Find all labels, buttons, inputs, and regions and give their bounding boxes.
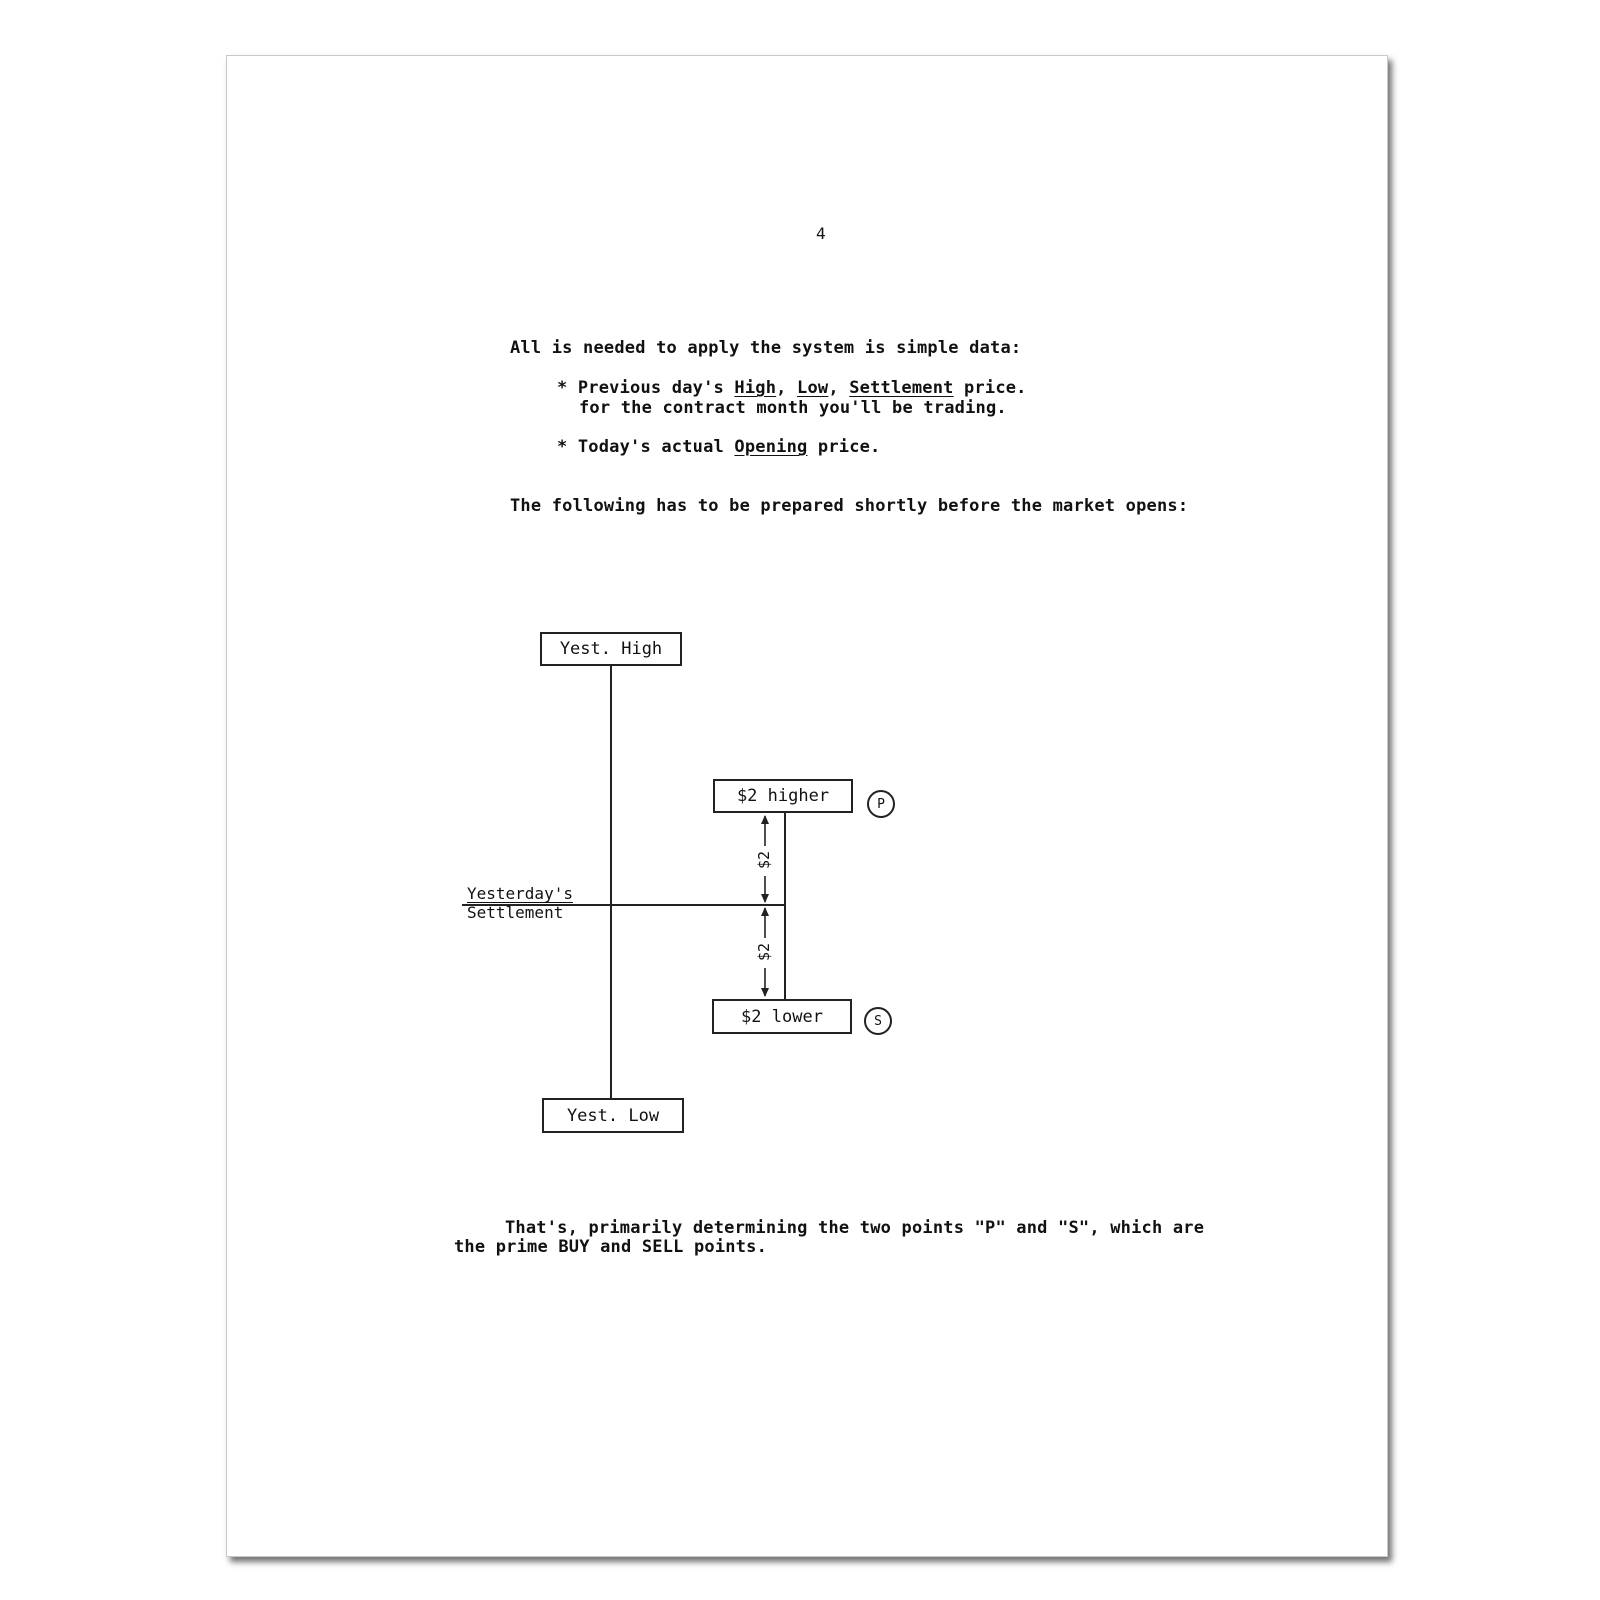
settlement-label-line2: Settlement: [467, 903, 564, 922]
lower-box: $2 lower: [712, 999, 852, 1034]
bullet-1-prefix: Previous day's: [577, 378, 735, 398]
arrowhead-up: [761, 907, 769, 916]
arrowhead-down: [761, 894, 769, 903]
closing-line-1: That's, primarily determining the two points "P" and "S", which are: [505, 1218, 1205, 1238]
opening-term: Opening: [734, 437, 808, 457]
settlement-term: Settlement: [849, 378, 954, 398]
arrowhead-up: [761, 815, 769, 824]
high-term: High: [734, 378, 777, 398]
point-s-marker: S: [864, 1007, 892, 1035]
intro-text: All is needed to apply the system is simple data:: [510, 338, 1022, 358]
bullet-2-prefix: Today's actual: [577, 437, 735, 457]
bullet-1-suffix: price.: [953, 378, 1027, 398]
upper-gap-label: $2: [755, 850, 774, 870]
dimension-arrows: [227, 56, 1387, 1556]
yest-high-box: Yest. High: [540, 632, 682, 666]
settlement-label-line1: Yesterday's: [467, 884, 573, 903]
bullet-2-suffix: price.: [807, 437, 881, 457]
prep-text: The following has to be prepared shortly before the market opens:: [510, 496, 1189, 516]
point-p-marker: P: [867, 790, 895, 818]
bullet-1-line2: for the contract month you'll be trading.: [579, 398, 1007, 418]
document-page: [226, 55, 1388, 1557]
comma: ,: [776, 378, 798, 398]
arrowhead-down: [761, 988, 769, 997]
closing-line-2: the prime BUY and SELL points.: [454, 1237, 768, 1257]
bullet-star: *: [557, 437, 568, 457]
yest-low-box: Yest. Low: [542, 1098, 684, 1133]
higher-box: $2 higher: [713, 779, 853, 813]
low-term: Low: [797, 378, 829, 398]
lower-gap-label: $2: [755, 942, 774, 962]
bullet-star: *: [557, 378, 568, 398]
page-number: 4: [816, 224, 826, 243]
comma: ,: [828, 378, 850, 398]
